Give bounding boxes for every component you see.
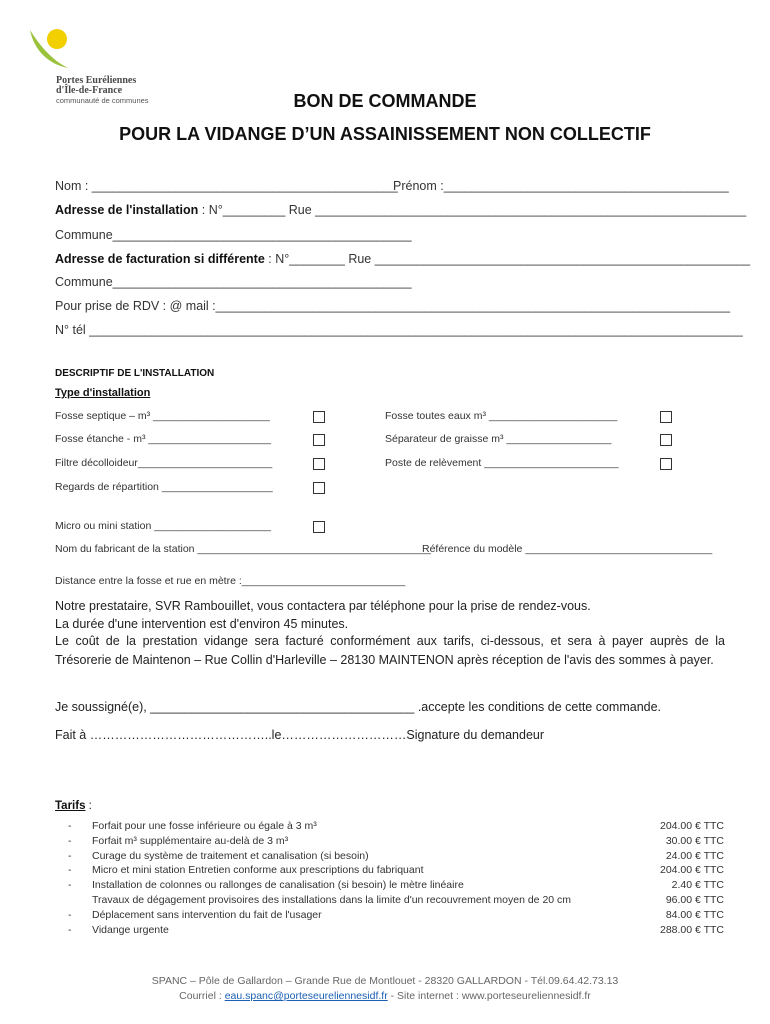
tarif-label: Forfait m³ supplémentaire au-delà de 3 m³: [92, 834, 289, 847]
field-adresse-facturation[interactable]: [55, 252, 750, 266]
field-commune-1[interactable]: Commune___________________________________________: [55, 228, 412, 242]
field-prenom[interactable]: Prénom :_________________________________________: [393, 179, 729, 193]
item-fosse-toutes-eaux[interactable]: Fosse toutes eaux m³ ______________________: [385, 410, 618, 422]
field-fait-a-signature[interactable]: Fait à ……………………………………..le…………………………Signature du demandeur: [55, 728, 545, 742]
tarif-price: 84.00 € TTC: [665, 908, 724, 921]
footer-site: - Site internet : www.porteseureliennesidf.fr: [387, 990, 591, 1002]
checkbox-regards-repartition[interactable]: [313, 482, 325, 494]
info-duree: La durée d'une intervention est d'environ 45 minutes.: [55, 617, 349, 631]
checkbox-poste-relevement[interactable]: [660, 458, 672, 470]
field-commune-2[interactable]: Commune___________________________________________: [55, 275, 412, 289]
tarif-price: 30.00 € TTC: [665, 834, 724, 847]
logo-line-1: Portes Euréliennes: [56, 75, 137, 86]
page-subtitle: POUR LA VIDANGE D’UN ASSAINISSEMENT NON COLLECTIF: [119, 124, 651, 144]
tarif-price: 2.40 € TTC: [671, 879, 724, 892]
field-distance[interactable]: Distance entre la fosse et rue en mètre :____________________________: [55, 575, 406, 587]
checkbox-filtre-decolloideur[interactable]: [313, 458, 325, 470]
adresse-facturation-blank: : N°________ Rue ______________________________________________________: [264, 252, 751, 266]
tarif-dash: -: [68, 923, 72, 936]
tarif-dash: -: [68, 879, 72, 892]
field-nom[interactable]: Nom : ____________________________________________: [55, 179, 398, 193]
item-fosse-etanche[interactable]: Fosse étanche - m³ _____________________: [55, 433, 271, 445]
field-reference-modele[interactable]: Référence du modèle ________________________________: [422, 543, 713, 555]
tarif-label: Vidange urgente: [92, 923, 169, 936]
footer-address: SPANC – Pôle de Gallardon – Grande Rue de Montlouet - 28320 GALLARDON - Tél.09.64.42.73.13: [151, 975, 619, 987]
adresse-installation-blank: : N°_________ Rue ______________________________________________________________: [198, 203, 747, 217]
tarif-label: Déplacement sans intervention du fait de l'usager: [92, 908, 322, 921]
logo-line-3: communauté de communes: [56, 96, 149, 105]
descriptif-heading: DESCRIPTIF DE L'INSTALLATION: [55, 368, 215, 379]
field-soussigne[interactable]: Je soussigné(e), ______________________________________ .accepte les conditions de cette commande.: [55, 700, 662, 714]
item-fosse-septique[interactable]: Fosse septique – m³ ____________________: [55, 410, 270, 422]
tarif-dash: -: [68, 908, 72, 921]
tarifs-heading-colon: :: [85, 800, 92, 812]
tarif-dash: -: [68, 834, 72, 847]
footer-email-link[interactable]: eau.spanc@porteseureliennesidf.fr: [224, 990, 388, 1002]
tarif-price: 96.00 € TTC: [665, 894, 724, 906]
tarif-price: 204.00 € TTC: [659, 864, 724, 877]
field-nom-fabricant[interactable]: Nom du fabricant de la station ________________________________________: [55, 543, 431, 555]
tarif-dash: -: [68, 849, 72, 862]
tarif-label: Curage du système de traitement et canalisation (si besoin): [92, 849, 369, 862]
field-telephone[interactable]: N° tél ______________________________________________________________________________________________: [55, 323, 743, 337]
field-rdv-mail[interactable]: Pour prise de RDV : @ mail :__________________________________________________________________________: [55, 299, 731, 313]
adresse-installation-label: Adresse de l'installation: [55, 203, 199, 217]
item-poste-relevement[interactable]: Poste de relèvement _______________________: [385, 457, 619, 469]
tarif-label: Installation de colonnes ou rallonges de canalisation (si besoin) le mètre linéaire: [92, 879, 464, 892]
checkbox-separateur-graisse[interactable]: [660, 434, 672, 446]
tarif-price: 204.00 € TTC: [659, 820, 724, 832]
tarif-label: Micro et mini station Entretien conforme aux prescriptions du fabriquant: [92, 864, 424, 877]
item-filtre-decolloideur[interactable]: Filtre décolloideur_______________________: [55, 457, 273, 469]
checkbox-fosse-toutes-eaux[interactable]: [660, 411, 672, 423]
field-adresse-installation[interactable]: [55, 203, 746, 217]
item-micro-station[interactable]: Micro ou mini station ____________________: [55, 520, 271, 532]
item-regards-repartition[interactable]: Regards de répartition ___________________: [55, 481, 273, 493]
info-prestataire: Notre prestataire, SVR Rambouillet, vous contactera par téléphone pour la prise de rendez-vous.: [55, 599, 591, 613]
checkbox-micro-station[interactable]: [313, 521, 325, 533]
tarif-dash: -: [68, 864, 72, 877]
type-installation-heading: Type d'installation: [55, 387, 151, 399]
tarif-price: 288.00 € TTC: [659, 923, 724, 936]
tarif-label: Travaux de dégagement provisoires des installations dans la limite d'un recouvrement moyen de 20 cm: [92, 894, 572, 906]
footer-courriel-label: Courriel :: [179, 990, 225, 1002]
info-cout: Le coût de la prestation vidange sera facturé conformément aux tarifs, ci-dessous, et sera à payer auprès de la Trésorerie de Maintenon – Rue Collin d'Harleville – 28130 MAINTENON après réception de l'avis des sommes à payer.: [55, 634, 725, 667]
page-title: BON DE COMMANDE: [293, 91, 477, 111]
adresse-facturation-label: Adresse de facturation si différente: [55, 252, 265, 266]
logo-line-2: d'Île-de-France: [56, 85, 123, 96]
checkbox-fosse-etanche[interactable]: [313, 434, 325, 446]
tarif-price: 24.00 € TTC: [665, 849, 724, 862]
checkbox-fosse-septique[interactable]: [313, 411, 325, 423]
tarifs-heading: [55, 800, 92, 812]
tarif-label: Forfait pour une fosse inférieure ou égale à 3 m³: [92, 820, 317, 832]
tarif-dash: -: [68, 820, 72, 832]
tarifs-heading-label: Tarifs: [55, 800, 86, 812]
footer-contact: [0, 990, 770, 1002]
item-separateur-graisse[interactable]: Séparateur de graisse m³ __________________: [385, 433, 612, 445]
